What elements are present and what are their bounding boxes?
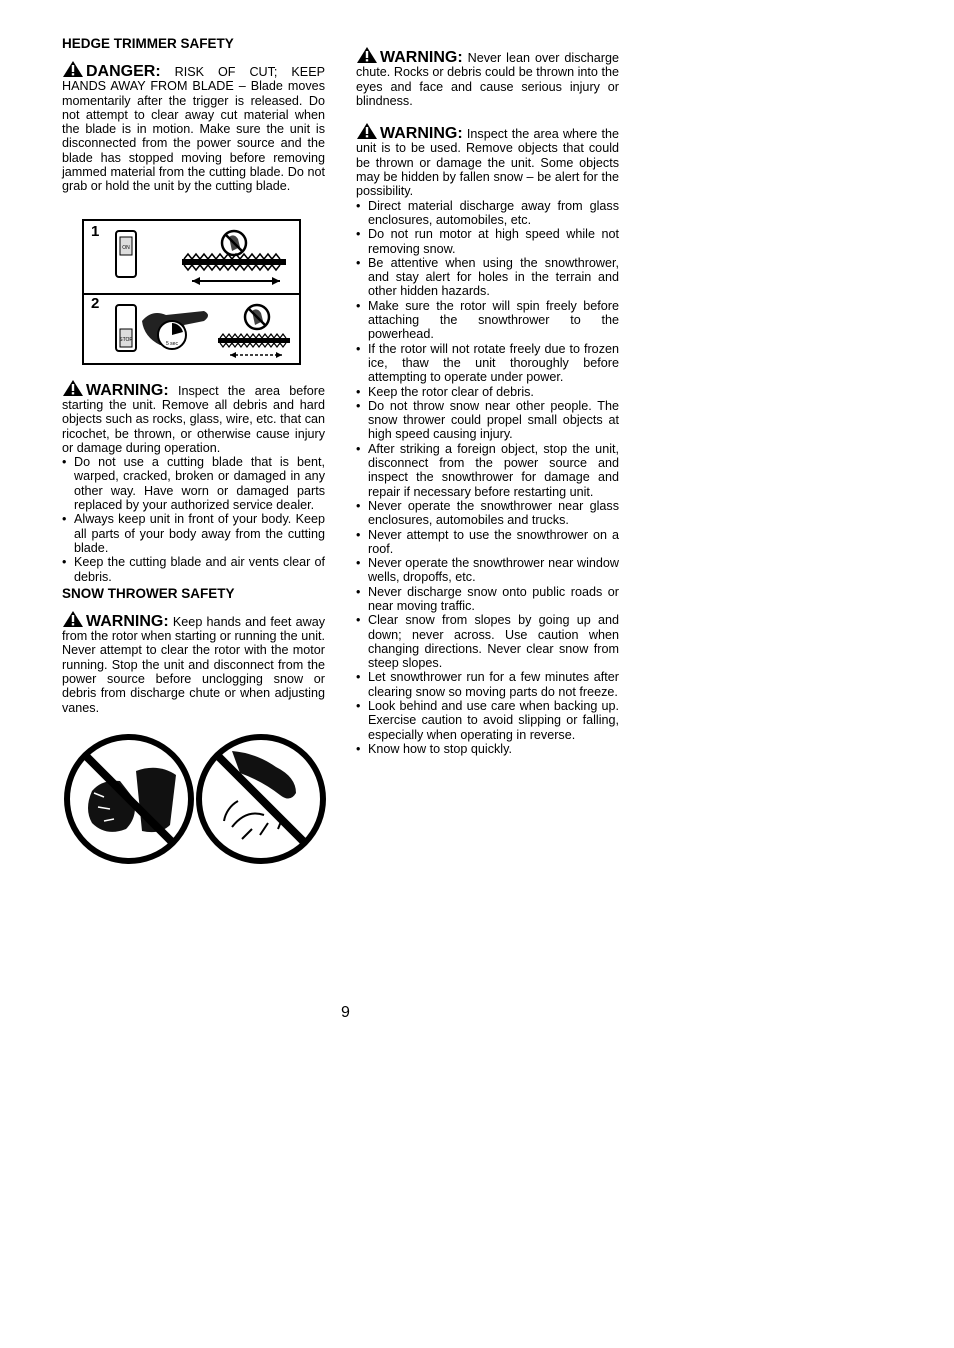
step-2-number: 2 <box>91 294 100 312</box>
warning-1-paragraph <box>62 379 325 455</box>
list-item: • After striking a foreign object, stop the unit, disconnect from the power source and inspect the snowthrower for damage and repair if necessary before restarting unit. <box>356 442 619 499</box>
warning-1-text: Inspect the area before starting the unit. Remove all debris and hard objects such as rocks, glass, wire, etc. that can ricochet, be thrown, or otherwise cause injury or damage during operation. <box>62 383 325 455</box>
list-item: • Be attentive when using the snowthrower, and stay alert for holes in the terrain and other hidden hazards. <box>356 256 619 299</box>
list-item: • Do not run motor at high speed while not removing snow. <box>356 227 619 256</box>
warning-4-text: Inspect the area where the unit is to be used. Remove objects that could be thrown or damage the unit. Some objects may be hidden by fallen snow – be alert for the possibility. <box>356 127 620 199</box>
switch-on-label: ON <box>122 244 130 251</box>
list-item: • Direct material discharge away from glass enclosures, automobiles, etc. <box>356 199 619 228</box>
warning-2-text: Keep hands and feet away from the rotor when starting or running the unit. Never attempt to clear the rotor with the motor running. Stop the unit and disconnect from the power source before unclogging snow or debris from discharge chute or when adjusting vanes. <box>62 614 326 715</box>
warning-2-paragraph <box>62 610 325 715</box>
list-item: • Keep the cutting blade and air vents clear of debris. <box>62 555 325 584</box>
page-number: 9 <box>341 1004 350 1021</box>
danger-label: DANGER: <box>86 63 161 80</box>
blade-stop-illustration <box>82 219 301 365</box>
danger-text: RISK OF CUT; KEEP HANDS AWAY FROM BLADE – Blade moves momentarily after the trigger is released. Do not attempt to clear away cut material when the blade is in motion. Make sure the unit is disconnected from the power source and the blade has stopped moving before removing jammed material from the cutting blade. Do not grab or hold the unit by the cutting blade. <box>62 65 325 194</box>
warning-triangle-icon <box>356 122 378 140</box>
warning-4-label: WARNING: <box>380 125 463 143</box>
trimmer-diagram-graphic <box>84 221 299 363</box>
list-item: • Always keep unit in front of your body. Keep all parts of your body away from the cutting blade. <box>62 512 325 555</box>
list-item: • Never attempt to use the snowthrower on a roof. <box>356 528 619 557</box>
no-reaching-discharge-icon <box>199 737 323 861</box>
warning-3-label: WARNING: <box>380 49 463 66</box>
list-item: • Do not use a cutting blade that is bent, warped, cracked, broken or damaged in any other way. Have worn or damaged parts replaced by your authorized service dealer. <box>62 455 325 512</box>
list-item: • Let snowthrower run for a few minutes after clearing snow so moving parts do not freeze. <box>356 670 619 699</box>
left-column <box>62 36 325 870</box>
right-column <box>356 46 619 756</box>
prohibition-illustrations <box>64 731 326 867</box>
switch-stop-label: STOP <box>119 336 133 343</box>
warning-triangle-icon <box>356 46 378 64</box>
warning-triangle-icon <box>62 60 84 78</box>
snow-bullet-list <box>356 199 619 757</box>
list-item: • Know how to stop quickly. <box>356 742 619 756</box>
list-item: • Never operate the snowthrower near glass enclosures, automobiles and trucks. <box>356 499 619 528</box>
warning-triangle-icon <box>62 379 84 397</box>
snow-thrower-safety-heading: SNOW THROWER SAFETY <box>62 585 235 601</box>
list-item: • Never operate the snowthrower near window wells, dropoffs, etc. <box>356 556 619 585</box>
list-item: • If the rotor will not rotate freely due to frozen ice, thaw the unit thoroughly before attempting to operate under power. <box>356 342 619 385</box>
hedge-trimmer-safety-heading: HEDGE TRIMMER SAFETY <box>62 36 234 51</box>
list-item: • Keep the rotor clear of debris. <box>356 385 619 399</box>
warning-3-paragraph <box>356 46 619 108</box>
warning-1-label: WARNING: <box>86 381 169 399</box>
list-item: • Never discharge snow onto public roads or near moving traffic. <box>356 585 619 614</box>
warning-2-label: WARNING: <box>86 612 169 630</box>
list-item: • Make sure the rotor will spin freely before attaching the snowthrower to the powerhead. <box>356 299 619 342</box>
warning-triangle-icon <box>62 610 84 628</box>
hedge-bullet-list <box>62 455 325 584</box>
warning-3-text: Never lean over discharge chute. Rocks or debris could be thrown into the eyes and face and cause serious injury or blindness. <box>356 51 620 108</box>
list-item: • Look behind and use care when backing up. Exercise caution to avoid slipping or falling, especially when operating in reverse. <box>356 699 619 742</box>
list-item: • Clear snow from slopes by going up and down; never across. Use caution when changing directions. Never clear snow from steep slopes. <box>356 613 619 670</box>
no-hands-in-rotor-icon <box>67 737 191 861</box>
step-1-number: 1 <box>91 222 100 240</box>
danger-paragraph <box>62 60 325 194</box>
list-item: • Do not throw snow near other people. The snow thrower could propel small objects at high speed causing injury. <box>356 399 619 442</box>
warning-4-paragraph <box>356 122 619 198</box>
timer-label: 5 sec <box>166 340 178 347</box>
